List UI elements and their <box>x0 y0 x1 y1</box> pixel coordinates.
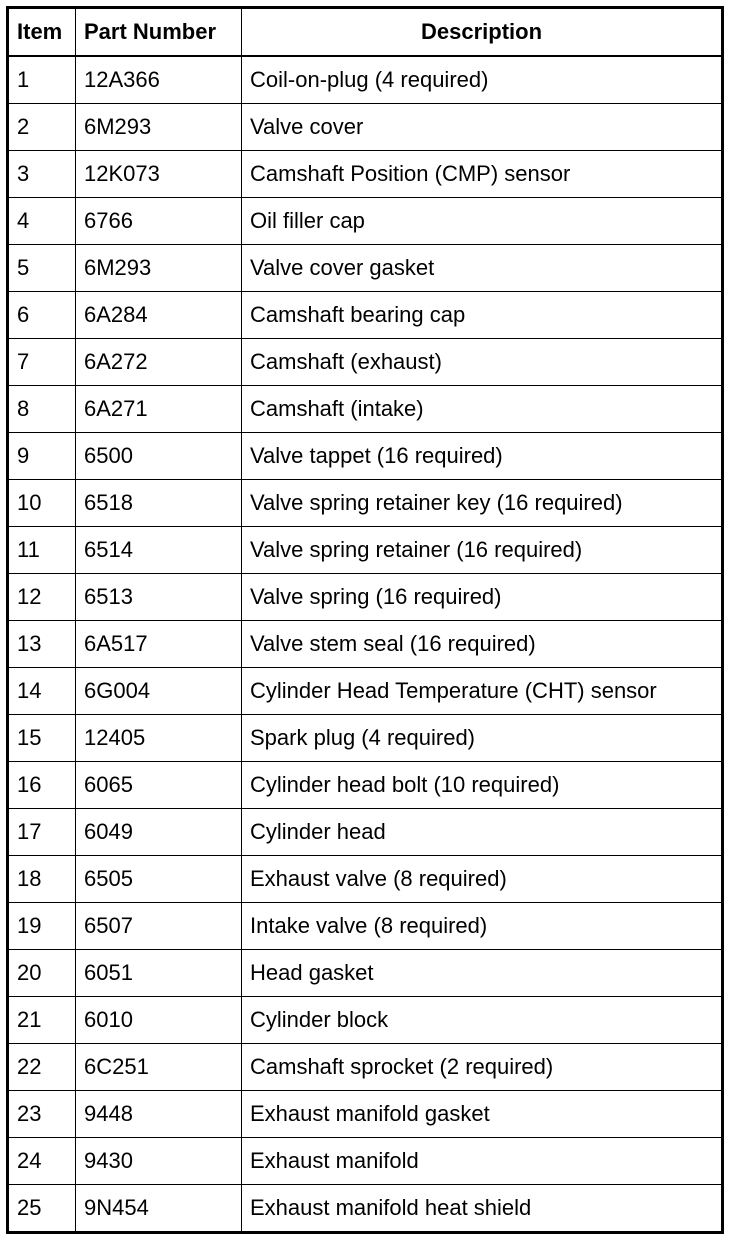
table-row <box>8 480 723 527</box>
table-row <box>8 339 723 386</box>
cell-description: Valve cover <box>242 104 723 151</box>
cell-part-number: 6G004 <box>76 668 242 715</box>
header-part-number: Part Number <box>76 8 242 57</box>
cell-description: Cylinder head <box>242 809 723 856</box>
cell-part-number: 6505 <box>76 856 242 903</box>
cell-description: Coil-on-plug (4 required) <box>242 56 723 104</box>
cell-item: 18 <box>8 856 76 903</box>
cell-part-number: 12K073 <box>76 151 242 198</box>
cell-description: Valve spring retainer (16 required) <box>242 527 723 574</box>
table-header <box>8 8 723 57</box>
cell-item: 20 <box>8 950 76 997</box>
cell-item: 6 <box>8 292 76 339</box>
cell-item: 10 <box>8 480 76 527</box>
table-row <box>8 762 723 809</box>
cell-part-number: 6A517 <box>76 621 242 668</box>
cell-description: Exhaust valve (8 required) <box>242 856 723 903</box>
table-row <box>8 527 723 574</box>
cell-part-number: 6049 <box>76 809 242 856</box>
cell-item: 13 <box>8 621 76 668</box>
parts-table-container <box>6 6 724 1234</box>
parts-table <box>6 6 724 1234</box>
cell-part-number: 12405 <box>76 715 242 762</box>
cell-item: 5 <box>8 245 76 292</box>
cell-part-number: 6A271 <box>76 386 242 433</box>
table-row <box>8 104 723 151</box>
cell-part-number: 6M293 <box>76 245 242 292</box>
cell-item: 3 <box>8 151 76 198</box>
cell-part-number: 9448 <box>76 1091 242 1138</box>
table-body <box>8 56 723 1233</box>
cell-part-number: 6A284 <box>76 292 242 339</box>
cell-item: 15 <box>8 715 76 762</box>
header-item: Item <box>8 8 76 57</box>
cell-description: Exhaust manifold <box>242 1138 723 1185</box>
table-row <box>8 1185 723 1233</box>
cell-part-number: 6010 <box>76 997 242 1044</box>
cell-description: Spark plug (4 required) <box>242 715 723 762</box>
cell-item: 24 <box>8 1138 76 1185</box>
cell-item: 17 <box>8 809 76 856</box>
cell-description: Cylinder head bolt (10 required) <box>242 762 723 809</box>
cell-item: 4 <box>8 198 76 245</box>
cell-item: 7 <box>8 339 76 386</box>
cell-part-number: 9430 <box>76 1138 242 1185</box>
cell-part-number: 6513 <box>76 574 242 621</box>
cell-part-number: 6051 <box>76 950 242 997</box>
cell-description: Camshaft bearing cap <box>242 292 723 339</box>
table-row <box>8 809 723 856</box>
cell-item: 1 <box>8 56 76 104</box>
table-row <box>8 292 723 339</box>
cell-description: Head gasket <box>242 950 723 997</box>
cell-item: 16 <box>8 762 76 809</box>
table-row <box>8 997 723 1044</box>
cell-part-number: 6500 <box>76 433 242 480</box>
cell-item: 11 <box>8 527 76 574</box>
table-row <box>8 668 723 715</box>
cell-description: Camshaft (exhaust) <box>242 339 723 386</box>
cell-item: 22 <box>8 1044 76 1091</box>
cell-item: 25 <box>8 1185 76 1233</box>
header-row <box>8 8 723 57</box>
cell-description: Valve spring retainer key (16 required) <box>242 480 723 527</box>
cell-description: Intake valve (8 required) <box>242 903 723 950</box>
table-row <box>8 151 723 198</box>
cell-description: Exhaust manifold heat shield <box>242 1185 723 1233</box>
cell-item: 23 <box>8 1091 76 1138</box>
cell-item: 9 <box>8 433 76 480</box>
cell-description: Camshaft (intake) <box>242 386 723 433</box>
cell-item: 2 <box>8 104 76 151</box>
cell-part-number: 6A272 <box>76 339 242 386</box>
table-row <box>8 56 723 104</box>
cell-description: Oil filler cap <box>242 198 723 245</box>
cell-item: 12 <box>8 574 76 621</box>
table-row <box>8 198 723 245</box>
table-row <box>8 1091 723 1138</box>
table-row <box>8 433 723 480</box>
cell-part-number: 9N454 <box>76 1185 242 1233</box>
cell-description: Camshaft sprocket (2 required) <box>242 1044 723 1091</box>
table-row <box>8 574 723 621</box>
cell-description: Cylinder Head Temperature (CHT) sensor <box>242 668 723 715</box>
cell-item: 8 <box>8 386 76 433</box>
table-row <box>8 856 723 903</box>
header-description: Description <box>242 8 723 57</box>
table-row <box>8 386 723 433</box>
cell-part-number: 6507 <box>76 903 242 950</box>
table-row <box>8 621 723 668</box>
cell-description: Camshaft Position (CMP) sensor <box>242 151 723 198</box>
cell-part-number: 6518 <box>76 480 242 527</box>
cell-item: 19 <box>8 903 76 950</box>
cell-part-number: 6M293 <box>76 104 242 151</box>
cell-item: 21 <box>8 997 76 1044</box>
table-row <box>8 950 723 997</box>
cell-description: Valve cover gasket <box>242 245 723 292</box>
cell-part-number: 6766 <box>76 198 242 245</box>
cell-description: Valve stem seal (16 required) <box>242 621 723 668</box>
cell-item: 14 <box>8 668 76 715</box>
table-row <box>8 715 723 762</box>
table-row <box>8 1044 723 1091</box>
cell-part-number: 6C251 <box>76 1044 242 1091</box>
cell-part-number: 12A366 <box>76 56 242 104</box>
table-row <box>8 245 723 292</box>
cell-part-number: 6514 <box>76 527 242 574</box>
table-row <box>8 903 723 950</box>
table-row <box>8 1138 723 1185</box>
cell-description: Valve spring (16 required) <box>242 574 723 621</box>
cell-description: Cylinder block <box>242 997 723 1044</box>
cell-description: Valve tappet (16 required) <box>242 433 723 480</box>
cell-description: Exhaust manifold gasket <box>242 1091 723 1138</box>
cell-part-number: 6065 <box>76 762 242 809</box>
